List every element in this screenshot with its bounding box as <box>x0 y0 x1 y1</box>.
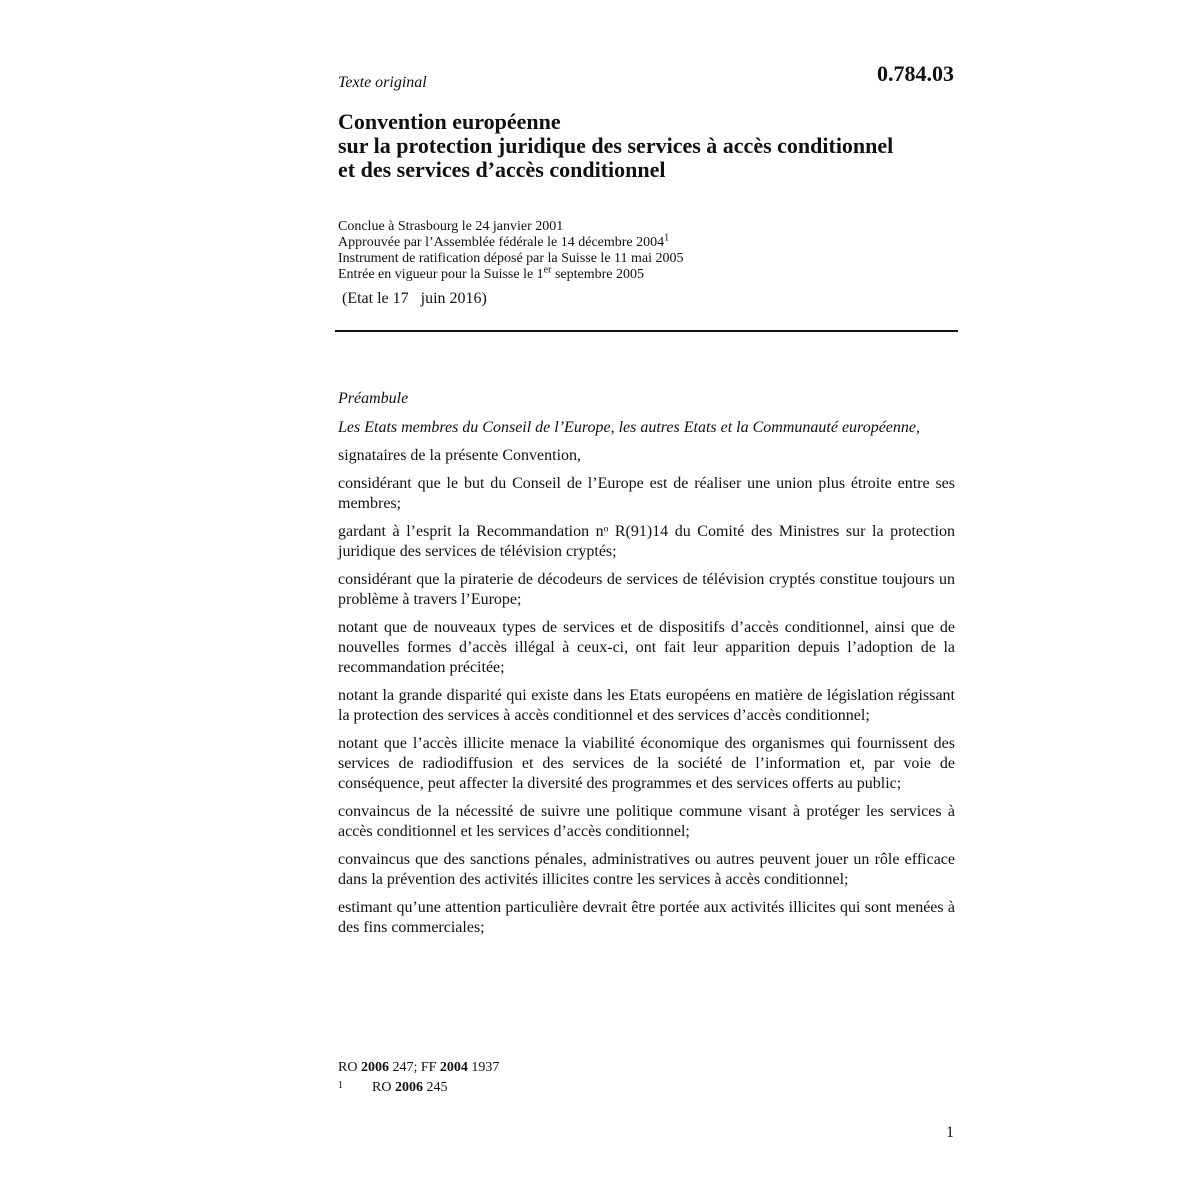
preamble-paragraph: gardant à l’esprit la Recommandation nᵒ R(91)14 du Comité des Ministres sur la protection juridique des services de télévision cryptés; <box>338 523 955 560</box>
state-date: (Etat le 17 juin 2016) <box>342 290 487 307</box>
concluded-date: Conclue à Strasbourg le 24 janvier 2001 <box>338 219 564 234</box>
parties-paragraph: Les Etats membres du Conseil de l’Europe, les autres Etats et la Communauté européenne, <box>338 419 920 436</box>
title-line: sur la protection juridique des services à accès conditionnel <box>338 133 894 158</box>
page-number: 1 <box>946 1124 954 1141</box>
preamble-paragraph: notant que de nouveaux types de services et de dispositifs d’accès conditionnel, ainsi que de nouvelles formes d’accès illégal à ceux-ci, ont fait leur apparition depuis l’adoption de la recommandation précitée; <box>338 619 955 676</box>
title-line: Convention européenne <box>338 109 561 134</box>
preamble-paragraph: signataires de la présente Convention, <box>338 447 582 464</box>
source-reference: RO 2006 247; FF 2004 1937 <box>338 1060 500 1075</box>
preamble-paragraph: notant que l’accès illicite menace la viabilité économique des organismes qui fournissent des services de radiodiffusion et des services de la société de l’information et, par voie de conséquence, peut affecter la diversité des programmes et des services offerts au public; <box>338 735 955 792</box>
preamble-paragraph: notant la grande disparité qui existe dans les Etats européens en matière de législation régissant la protection des services à accès conditionnel et des services d’accès conditionnel; <box>338 687 955 724</box>
preamble-heading: Préambule <box>338 390 409 407</box>
entry-into-force-date: Entrée en vigueur pour la Suisse le 1er septembre 2005 <box>338 264 644 282</box>
document-title <box>338 110 978 182</box>
header-label: Texte original <box>338 74 427 91</box>
footnote-1: 1 RO 2006 245 <box>338 1080 448 1095</box>
footnote-number: 1 <box>338 1080 343 1091</box>
preamble-paragraph: considérant que le but du Conseil de l’Europe est de réaliser une union plus étroite entre ses membres; <box>338 475 955 512</box>
title-line: et des services d’accès conditionnel <box>338 157 666 182</box>
sr-number: 0.784.03 <box>877 61 954 86</box>
footnote-ref: 1 <box>664 232 670 244</box>
preamble-paragraph: considérant que la piraterie de décodeurs de services de télévision cryptés constitue toujours un problème à travers l’Europe; <box>338 571 955 608</box>
preamble-paragraph: convaincus de la nécessité de suivre une politique commune visant à protéger les services à accès conditionnel et les services d’accès conditionnel; <box>338 803 955 840</box>
ratification-date: Instrument de ratification déposé par la Suisse le 11 mai 2005 <box>338 251 684 266</box>
preamble-paragraph: estimant qu’une attention particulière devrait être portée aux activités illicites qui sont menées à des fins commerciales; <box>338 899 955 936</box>
footnotes <box>338 1058 958 1098</box>
preamble-paragraph: convaincus que des sanctions pénales, administratives ou autres peuvent jouer un rôle efficace dans la prévention des activités illicites contre les services à accès conditionnel; <box>338 851 955 888</box>
dates-block <box>338 219 958 283</box>
approved-date: Approuvée par l’Assemblée fédérale le 14 décembre 2004$^1$ <box>338 232 670 250</box>
preamble-section <box>338 389 955 946</box>
header-divider <box>335 330 958 332</box>
